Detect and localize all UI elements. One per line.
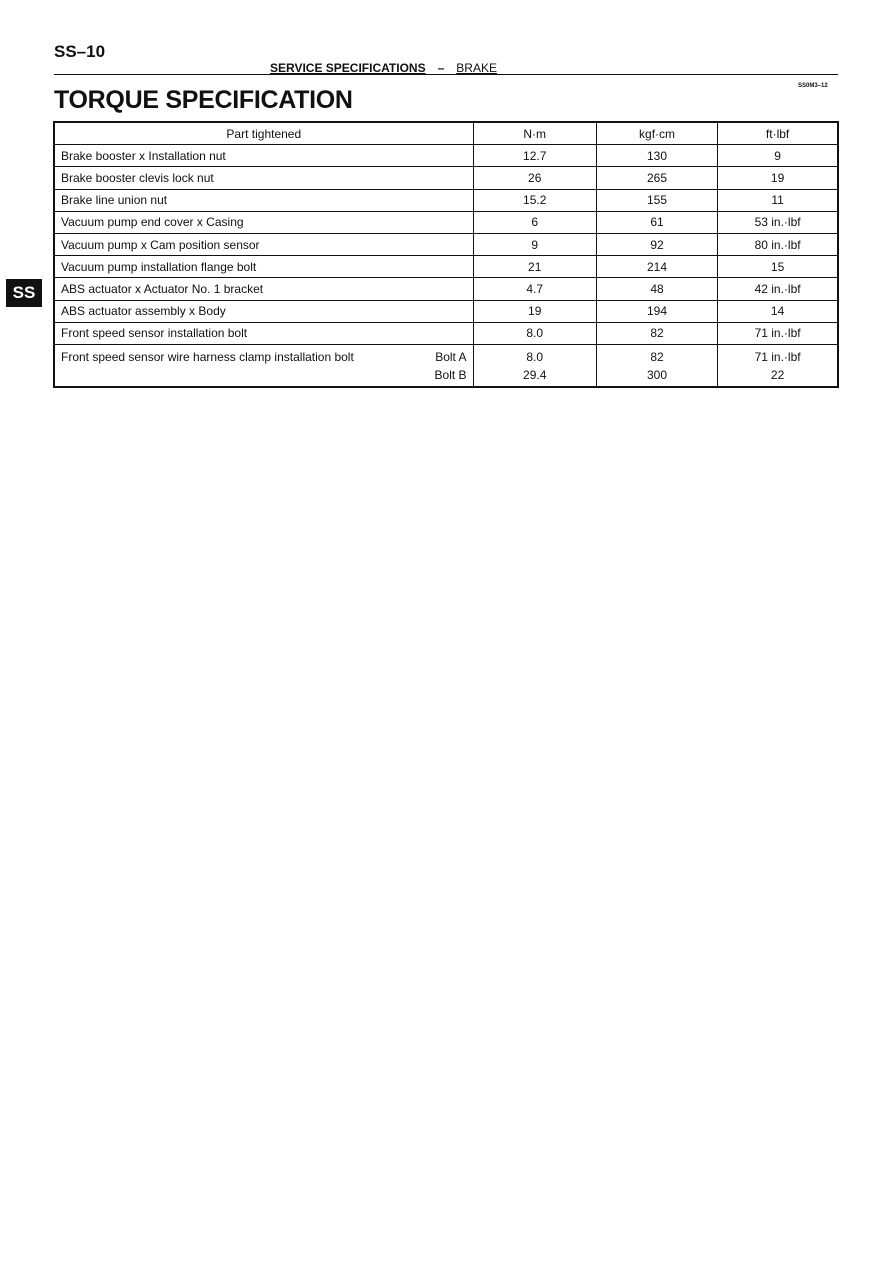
part-cell: Front speed sensor installation bolt — [54, 322, 473, 344]
table-row — [54, 167, 838, 189]
table-row-multi-bolt — [54, 344, 838, 387]
part-cell: Brake booster x Installation nut — [54, 145, 473, 167]
part-cell: Vacuum pump end cover x Casing — [54, 211, 473, 233]
bolt-b-ftlbf: 22 — [770, 367, 785, 382]
nm-cell: 21 — [473, 256, 596, 278]
torque-spec-table — [53, 121, 839, 388]
kgfcm-cell: 194 — [596, 300, 717, 322]
table-row — [54, 278, 838, 300]
part-cell — [54, 344, 473, 387]
table-row — [54, 322, 838, 344]
bolt-b-nm: 29.4 — [523, 367, 547, 382]
kgfcm-cell: 265 — [596, 167, 717, 189]
part-cell: Brake line union nut — [54, 189, 473, 211]
table-row — [54, 256, 838, 278]
ftlbf-cell: 9 — [718, 145, 838, 167]
ftlbf-cell: 71 in.·lbf — [718, 322, 838, 344]
bolt-b-label: Bolt B — [434, 367, 467, 382]
table-row — [54, 233, 838, 255]
subsection-title: BRAKE — [456, 61, 497, 75]
ftlbf-cell: 53 in.·lbf — [718, 211, 838, 233]
kgfcm-cell: 48 — [596, 278, 717, 300]
document-code: SS0M3–12 — [798, 83, 828, 89]
kgfcm-cell: 82 — [596, 322, 717, 344]
kgfcm-cell: 92 — [596, 233, 717, 255]
page-title: TORQUE SPECIFICATION — [54, 86, 353, 114]
bolt-a-nm: 8.0 — [526, 349, 544, 364]
nm-cell: 12.7 — [473, 145, 596, 167]
column-header-part: Part tightened — [54, 122, 473, 145]
part-cell: Brake booster clevis lock nut — [54, 167, 473, 189]
part-cell: Vacuum pump installation flange bolt — [54, 256, 473, 278]
section-side-tab: SS — [6, 279, 42, 307]
nm-cell: 19 — [473, 300, 596, 322]
table-header-row — [54, 122, 838, 145]
kgfcm-cell: 214 — [596, 256, 717, 278]
table-row — [54, 145, 838, 167]
nm-cell — [473, 344, 596, 387]
section-separator: – — [437, 61, 445, 75]
section-title: SERVICE SPECIFICATIONS — [270, 61, 426, 75]
kgfcm-cell: 61 — [596, 211, 717, 233]
ftlbf-cell: 80 in.·lbf — [718, 233, 838, 255]
part-name: Front speed sensor wire harness clamp installation bolt — [61, 349, 354, 364]
part-cell: Vacuum pump x Cam position sensor — [54, 233, 473, 255]
header-rule — [54, 74, 838, 75]
ftlbf-cell — [718, 344, 838, 387]
part-cell: ABS actuator x Actuator No. 1 bracket — [54, 278, 473, 300]
table-row — [54, 300, 838, 322]
nm-cell: 4.7 — [473, 278, 596, 300]
bolt-a-kgfcm: 82 — [650, 349, 664, 364]
page-number: SS–10 — [54, 42, 106, 61]
ftlbf-cell: 11 — [718, 189, 838, 211]
ftlbf-cell: 14 — [718, 300, 838, 322]
nm-cell: 6 — [473, 211, 596, 233]
ftlbf-cell: 42 in.·lbf — [718, 278, 838, 300]
kgfcm-cell: 155 — [596, 189, 717, 211]
nm-cell: 15.2 — [473, 189, 596, 211]
nm-cell: 26 — [473, 167, 596, 189]
column-header-nm: N·m — [473, 122, 596, 145]
nm-cell: 9 — [473, 233, 596, 255]
bolt-b-kgfcm: 300 — [647, 367, 668, 382]
bolt-a-ftlbf: 71 in.·lbf — [754, 349, 801, 364]
table-row — [54, 189, 838, 211]
kgfcm-cell — [596, 344, 717, 387]
column-header-kgfcm: kgf·cm — [596, 122, 717, 145]
kgfcm-cell: 130 — [596, 145, 717, 167]
column-header-ftlbf: ft·lbf — [718, 122, 838, 145]
bolt-a-label: Bolt A — [435, 349, 467, 364]
nm-cell: 8.0 — [473, 322, 596, 344]
ftlbf-cell: 15 — [718, 256, 838, 278]
section-header — [270, 61, 497, 75]
part-cell: ABS actuator assembly x Body — [54, 300, 473, 322]
ftlbf-cell: 19 — [718, 167, 838, 189]
table-row — [54, 211, 838, 233]
